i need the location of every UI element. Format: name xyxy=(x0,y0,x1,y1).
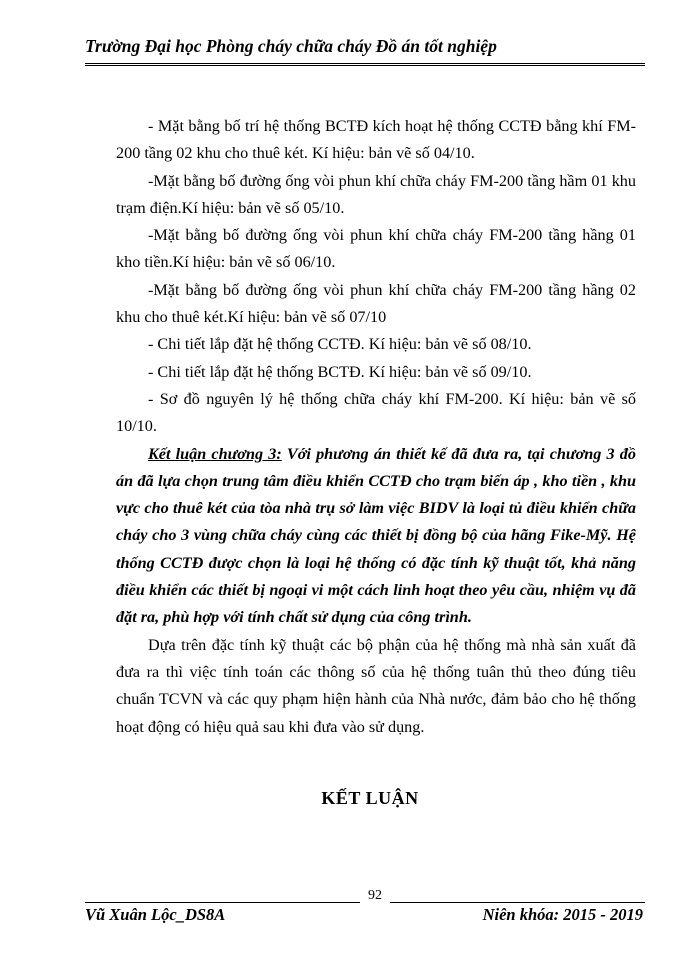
footer-author: Vũ Xuân Lộc_DS8A xyxy=(85,905,226,924)
conclusion-text: Với phương án thiết kế đã đưa ra, tại chương 3 đồ án đã lựa chọn trung tâm điều khiển CCTĐ cho trạm biến áp , kho tiền , khu vực cho thuê két của tòa nhà trụ sở làm việc BIDV là loại tủ điều khiển chữa cháy cho 3 vùng chữa cháy cùng các thiết bị đồng bộ của hãng Fike-Mỹ. Hệ thống CCTĐ được chọn là loại hệ thống có đặc tính kỹ thuật tốt, khả năng điều khiển các thiết bị ngoại vi một cách linh hoạt theo yêu cầu, nhiệm vụ đã đặt ra, phù hợp với tính chất sử dụng của công trình. xyxy=(116,444,636,627)
page-header: Trường Đại học Phòng cháy chữa cháy Đồ án tốt nghiệp xyxy=(85,36,645,66)
list-item: - Sơ đồ nguyên lý hệ thống chữa cháy khí FM-200. Kí hiệu: bản vẽ số 10/10. xyxy=(116,389,636,436)
section-title: KẾT LUẬN xyxy=(321,788,419,808)
list-item: - Chi tiết lắp đặt hệ thống CCTĐ. Kí hiệu: bản vẽ số 08/10. xyxy=(148,335,532,354)
list-item: -Mặt bằng bố đường ống vòi phun khí chữa cháy FM-200 tầng hầm 01 khu trạm điện.Kí hiệu: bản vẽ số 05/10. xyxy=(116,171,636,217)
footer-term: Niên khóa: 2015 - 2019 xyxy=(482,905,643,924)
page-body xyxy=(116,113,636,741)
body-paragraph: Dựa trên đặc tính kỹ thuật các bộ phận của hệ thống mà nhà sản xuất đã đưa ra thì việc tính toán các thông số của hệ thống tuân thủ theo đúng tiêu chuẩn TCVN và các quy phạm hiện hành của Nhà nước, đảm bảo cho hệ thống hoạt động có hiệu quả sau khi đưa vào sử dụng. xyxy=(116,635,636,736)
chapter-conclusion xyxy=(116,441,636,632)
list-item: -Mặt bằng bố đường ống vòi phun khí chữa cháy FM-200 tầng hầng 02 khu cho thuê két.Kí hiệu: bản vẽ số 07/10 xyxy=(116,280,636,327)
list-item: - Mặt bằng bố trí hệ thống BCTĐ kích hoạt hệ thống CCTĐ bằng khí FM-200 tầng 02 khu cho thuê két. Kí hiệu: bản vẽ số 04/10. xyxy=(116,117,636,163)
list-item: - Chi tiết lắp đặt hệ thống BCTĐ. Kí hiệu: bản vẽ số 09/10. xyxy=(148,362,532,381)
conclusion-lead: Kết luận chương 3: xyxy=(148,444,282,463)
page-number: 92 xyxy=(360,889,390,903)
list-item: -Mặt bằng bố đường ống vòi phun khí chữa cháy FM-200 tầng hầng 01 kho tiền.Kí hiệu: bản vẽ số 06/10. xyxy=(116,226,636,272)
